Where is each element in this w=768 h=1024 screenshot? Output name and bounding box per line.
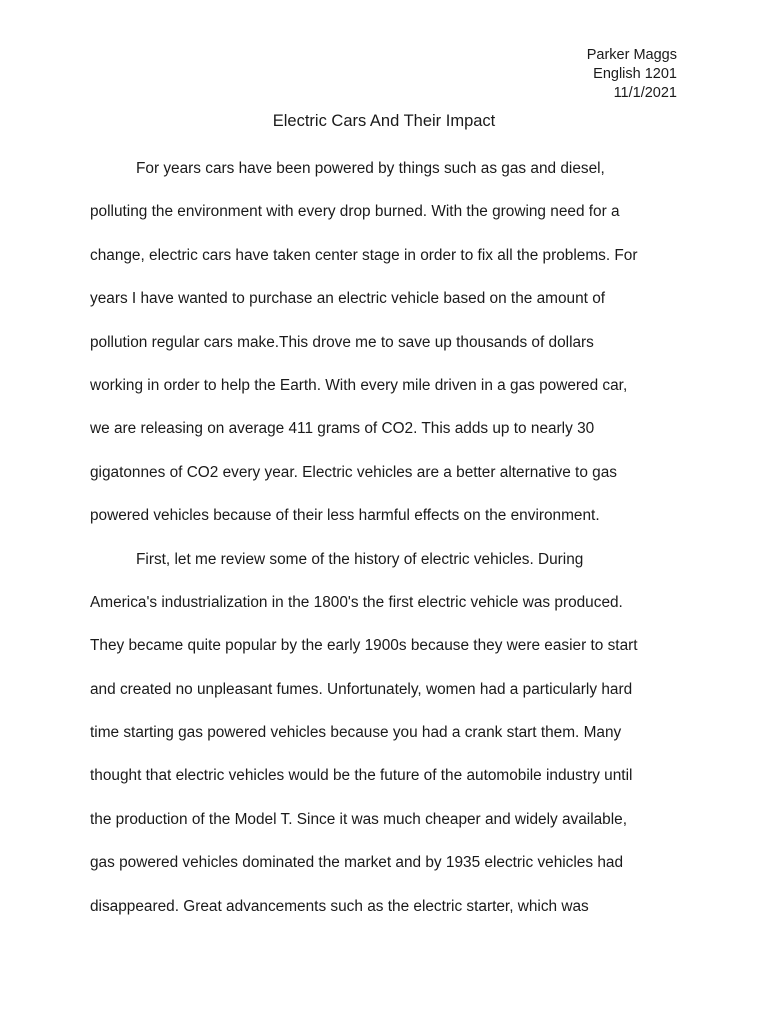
text-line: years I have wanted to purchase an electric vehicle based on the amount of	[90, 290, 606, 308]
author-name: Parker Maggs	[586, 47, 677, 63]
document-title: Electric Cars And Their Impact	[272, 112, 496, 130]
text-line: change, electric cars have taken center stage in order to fix all the problems. For	[90, 246, 638, 264]
paragraph-2	[90, 546, 690, 937]
text-line: and created no unpleasant fumes. Unfortunately, women had a particularly hard	[90, 680, 633, 698]
text-line: America's industrialization in the 1800's the first electric vehicle was produced.	[90, 593, 623, 611]
text-line: polluting the environment with every drop burned. With the growing need for a	[90, 203, 620, 221]
text-line: pollution regular cars make.This drove me to save up thousands of dollars	[90, 333, 594, 351]
text-line: They became quite popular by the early 1900s because they were easier to start	[90, 637, 638, 655]
text-line: gigatonnes of CO2 every year. Electric vehicles are a better alternative to gas	[90, 463, 617, 481]
text-line: we are releasing on average 411 grams of CO2. This adds up to nearly 30	[90, 420, 595, 438]
text-line: First, let me review some of the history of electric vehicles. During	[136, 550, 584, 568]
text-line: time starting gas powered vehicles because you had a crank start them. Many	[90, 724, 622, 742]
text-line: the production of the Model T. Since it was much cheaper and widely available,	[90, 810, 627, 828]
text-line: For years cars have been powered by things such as gas and diesel,	[136, 160, 605, 177]
document-body	[90, 155, 690, 936]
document-date: 11/1/2021	[613, 85, 677, 101]
text-line: working in order to help the Earth. With every mile driven in a gas powered car,	[90, 376, 628, 394]
text-line: powered vehicles because of their less harmful effects on the environment.	[90, 507, 600, 525]
text-line: disappeared. Great advancements such as the electric starter, which was	[90, 897, 589, 915]
text-line: gas powered vehicles dominated the market and by 1935 electric vehicles had	[90, 854, 623, 872]
course-name: English 1201	[593, 66, 677, 82]
paragraph-1	[90, 155, 690, 546]
text-line: thought that electric vehicles would be the future of the automobile industry until	[90, 767, 633, 785]
header-block	[587, 46, 677, 103]
